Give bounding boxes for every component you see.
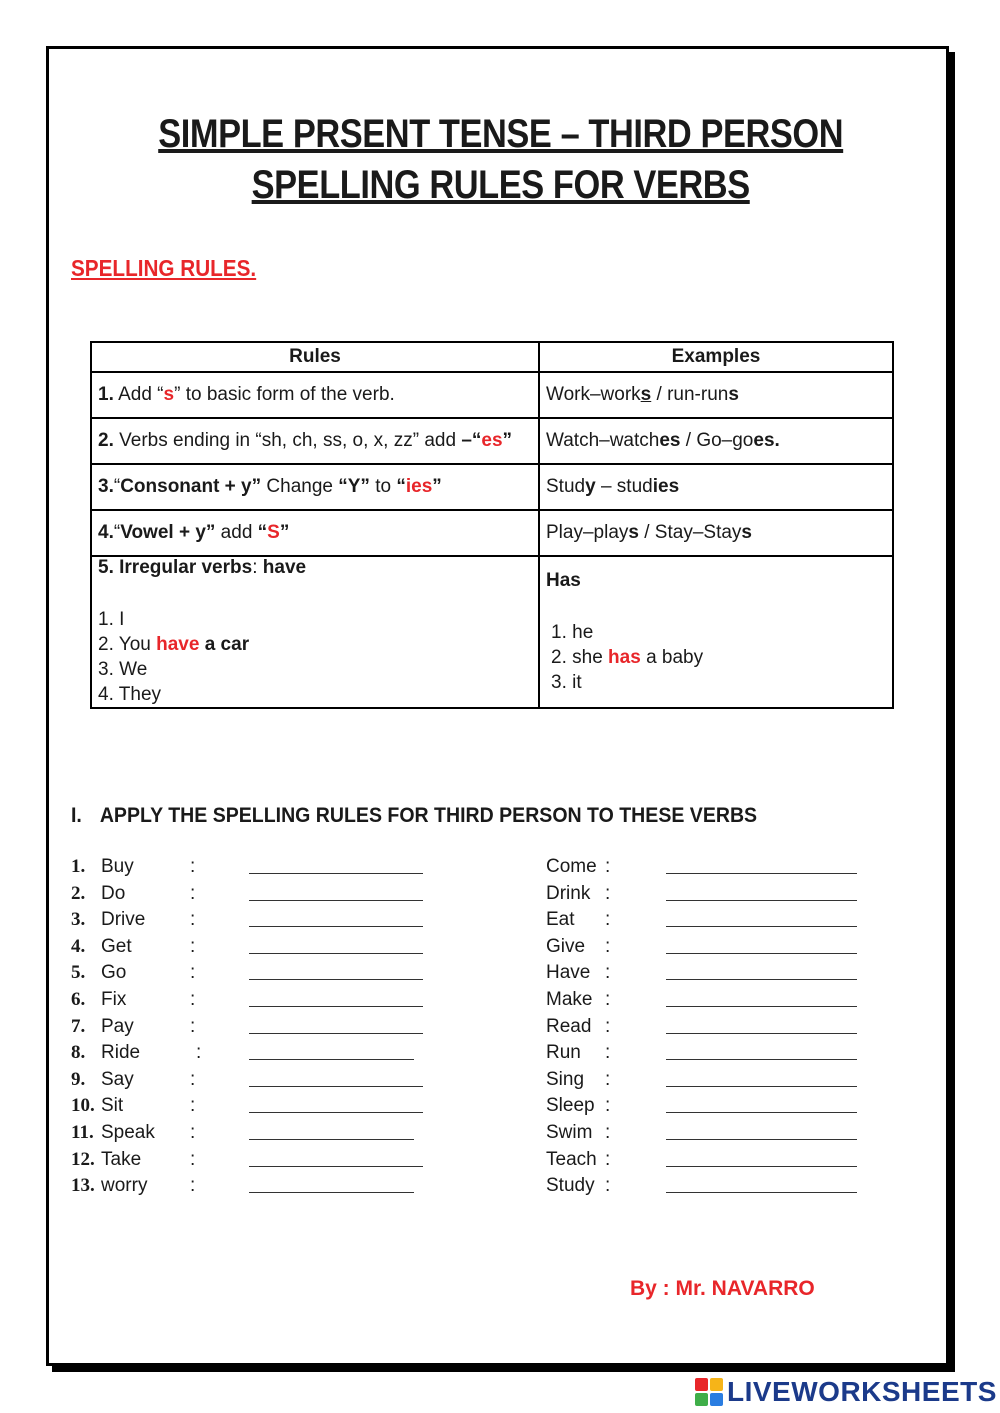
item-number: 13. (71, 1175, 95, 1197)
verb-right: Drink (546, 882, 591, 904)
verb-left: Buy (101, 856, 134, 877)
exercise-row (0, 988, 1000, 1012)
list-text: a baby (640, 646, 704, 668)
example-text: / Stay–Stay (638, 522, 742, 543)
exercise-row (0, 882, 1000, 906)
colon: : (605, 1122, 611, 1143)
example-text: Play–play (546, 522, 629, 543)
answer-blank-right[interactable] (666, 1059, 857, 1060)
verb-right: Sleep (546, 1095, 595, 1117)
rule-highlight: ies (405, 476, 433, 497)
list-item: 3. it (551, 671, 582, 693)
author-byline: By : Mr. NAVARRO (630, 1277, 815, 1300)
answer-blank-left[interactable] (249, 900, 423, 901)
rule-text: “ (113, 522, 121, 543)
verb-right: Eat (546, 909, 575, 931)
irregular-list (98, 607, 532, 707)
example-text: – stud (595, 476, 653, 497)
rule-highlight: es (481, 430, 503, 451)
list-item: 1. I (98, 609, 125, 630)
answer-blank-left[interactable] (249, 1112, 423, 1113)
example-suffix: es. (753, 430, 780, 451)
example-2 (539, 418, 893, 464)
answer-blank-left[interactable] (249, 873, 423, 874)
rule-highlight: S (267, 522, 280, 543)
rule-text: Change (261, 476, 339, 497)
rule-text: Add “ (113, 384, 164, 405)
page-title-line-2: SPELLING RULES FOR VERBS (251, 163, 750, 207)
example-suffix: s (640, 384, 652, 405)
rule-highlight: s (163, 384, 175, 405)
colon: : (190, 1175, 196, 1197)
table-row (91, 418, 893, 464)
item-number: 12. (71, 1148, 95, 1170)
irregular-example-list (546, 620, 886, 695)
colon: : (605, 1015, 611, 1037)
colon: : (196, 1042, 202, 1064)
rule-text: –“ (461, 430, 482, 451)
verb-left: Speak (101, 1122, 155, 1143)
exercise-heading (71, 804, 757, 828)
item-number: 3. (71, 909, 86, 931)
colon: : (190, 882, 196, 904)
header-examples: Examples (539, 342, 893, 372)
colon: : (190, 935, 196, 957)
answer-blank-left[interactable] (249, 1033, 423, 1034)
rule-4 (91, 510, 539, 556)
rule-text: Consonant + y” (120, 476, 262, 497)
answer-blank-left[interactable] (249, 1192, 414, 1193)
table-row (91, 464, 893, 510)
example-suffix: s (628, 522, 639, 543)
verb-right: Study (546, 1175, 595, 1197)
answer-blank-right[interactable] (666, 979, 857, 980)
list-text: a car (199, 634, 250, 655)
rule-5 (91, 556, 539, 708)
watermark-text: LIVEWORKSHEETS (727, 1376, 997, 1407)
example-suffix: es (659, 430, 681, 451)
rule-number: 4. (98, 522, 114, 543)
colon: : (190, 1122, 196, 1143)
answer-blank-right[interactable] (666, 1033, 857, 1034)
table-row (91, 556, 893, 708)
rule-text: ” (502, 430, 513, 451)
exercise-row (0, 908, 1000, 932)
rule-heading: 5. Irregular verbs (98, 557, 253, 578)
exercise-row (0, 1068, 1000, 1092)
example-text: Watch–watch (546, 430, 660, 451)
logo-square (710, 1393, 723, 1406)
answer-blank-left[interactable] (249, 953, 423, 954)
example-5 (539, 556, 893, 708)
verb-right: Read (546, 1015, 592, 1037)
section-heading: SPELLING RULES. (71, 255, 257, 281)
item-number: 11. (71, 1122, 94, 1143)
example-heading: Has (546, 569, 581, 591)
answer-blank-left[interactable] (249, 1006, 423, 1007)
verb-right: Come (546, 856, 597, 877)
exercise-row (0, 935, 1000, 959)
verb-right: Make (546, 989, 593, 1010)
colon: : (605, 1095, 611, 1117)
header-rules: Rules (91, 342, 539, 372)
rule-number: 3. (98, 476, 114, 497)
page-title-line-1: SIMPLE PRSENT TENSE – THIRD PERSON (158, 112, 844, 156)
verb-right: Swim (546, 1122, 593, 1143)
colon: : (605, 882, 611, 904)
colon: : (605, 1175, 611, 1197)
list-item: 3. We (98, 659, 148, 680)
colon: : (190, 909, 196, 931)
example-1 (539, 372, 893, 418)
answer-blank-right[interactable] (666, 1192, 857, 1193)
answer-blank-right[interactable] (666, 1086, 857, 1087)
table-row (91, 372, 893, 418)
answer-blank-right[interactable] (666, 1139, 857, 1140)
colon: : (605, 935, 611, 957)
verb-right: Teach (546, 1148, 597, 1170)
example-suffix: s (741, 522, 752, 543)
table-row (91, 510, 893, 556)
colon: : (605, 989, 611, 1010)
colon: : (605, 856, 611, 877)
rule-3 (91, 464, 539, 510)
verb-left: Sit (101, 1095, 124, 1117)
rule-2 (91, 418, 539, 464)
list-highlight: has (608, 646, 641, 668)
answer-blank-left[interactable] (249, 1086, 423, 1087)
exercise-row (0, 1094, 1000, 1118)
answer-blank-right[interactable] (666, 926, 857, 927)
exercise-title: APPLY THE SPELLING RULES FOR THIRD PERSON TO THESE VERBS (99, 804, 758, 827)
exercise-row (0, 961, 1000, 985)
verb-right: Run (546, 1042, 581, 1064)
exercise-row (0, 1015, 1000, 1039)
rule-text: Verbs ending in “sh, ch, ss, o, x, zz” add (113, 430, 462, 451)
list-item (98, 632, 532, 657)
exercise-row (0, 1148, 1000, 1172)
verb-left: Drive (101, 909, 146, 931)
example-suffix: y (585, 476, 596, 497)
answer-blank-right[interactable] (666, 900, 857, 901)
verb-right: Have (546, 962, 591, 984)
rule-text: ” (432, 476, 442, 497)
example-text: / Go–go (680, 430, 754, 451)
list-item: 4. They (98, 684, 162, 705)
example-text: / run-run (651, 384, 729, 405)
item-number: 10. (71, 1095, 95, 1117)
colon: : (605, 1148, 611, 1170)
answer-blank-right[interactable] (666, 1006, 857, 1007)
exercise-row (0, 1174, 1000, 1198)
logo-square (710, 1378, 723, 1391)
list-item: 1. he (551, 621, 594, 643)
item-number: 2. (71, 882, 86, 904)
rule-text: : (252, 557, 263, 578)
item-number: 4. (71, 935, 86, 957)
rule-text: “ (396, 476, 406, 497)
colon: : (605, 1068, 611, 1090)
colon: : (190, 1068, 196, 1090)
colon: : (605, 909, 611, 931)
list-item (551, 645, 886, 670)
rule-number: 2. (98, 430, 114, 451)
item-number: 1. (71, 856, 86, 877)
rule-number: 1. (98, 384, 114, 405)
answer-blank-right[interactable] (666, 873, 857, 874)
colon: : (190, 989, 196, 1010)
answer-blank-right[interactable] (666, 1112, 857, 1113)
rule-text: have (262, 557, 307, 578)
liveworksheets-logo-icon (695, 1378, 723, 1406)
example-3 (539, 464, 893, 510)
logo-square (695, 1378, 708, 1391)
rule-text: “Y” (338, 476, 370, 497)
verb-left: Do (101, 882, 126, 904)
answer-blank-left[interactable] (249, 1059, 414, 1060)
colon: : (190, 1148, 196, 1170)
example-suffix: ies (652, 476, 680, 497)
verb-right: Give (546, 935, 586, 957)
rule-text: ” to basic form of the verb. (174, 384, 395, 405)
rule-1 (91, 372, 539, 418)
colon: : (605, 1042, 611, 1064)
rule-text: “ (257, 522, 268, 543)
verb-left: Take (101, 1148, 142, 1170)
rule-text: to (369, 476, 397, 497)
item-number: 5. (71, 962, 86, 984)
exercise-row (0, 1041, 1000, 1065)
exercise-row (0, 855, 1000, 879)
answer-blank-left[interactable] (249, 1139, 414, 1140)
liveworksheets-watermark (695, 1376, 997, 1408)
answer-blank-left[interactable] (249, 979, 423, 980)
verb-left: Fix (101, 989, 127, 1010)
verb-left: Get (101, 935, 132, 957)
verb-left: Pay (101, 1015, 134, 1037)
colon: : (190, 1095, 196, 1117)
colon: : (605, 962, 611, 984)
list-text: 2. You (98, 634, 157, 655)
answer-blank-left[interactable] (249, 1166, 423, 1167)
verb-left: Ride (101, 1042, 141, 1064)
item-number: 8. (71, 1042, 86, 1064)
rule-text: ” (279, 522, 290, 543)
exercise-number: I. (71, 804, 82, 827)
list-text: 2. she (551, 646, 609, 668)
rule-text: add (215, 522, 258, 543)
colon: : (190, 962, 196, 984)
rules-table (90, 341, 894, 709)
table-header-row (91, 342, 893, 372)
exercise-row (0, 1121, 1000, 1145)
example-suffix: s (728, 384, 739, 405)
colon: : (190, 856, 196, 877)
answer-blank-right[interactable] (666, 953, 857, 954)
rule-text: Vowel + y” (120, 522, 216, 543)
example-text: Work–work (546, 384, 641, 405)
verb-left: worry (101, 1175, 148, 1197)
item-number: 6. (71, 989, 86, 1010)
verb-left: Go (101, 962, 127, 984)
verb-right: Sing (546, 1068, 585, 1090)
example-text: Stud (546, 476, 586, 497)
item-number: 9. (71, 1068, 86, 1090)
example-4 (539, 510, 893, 556)
list-highlight: have (156, 634, 200, 655)
answer-blank-right[interactable] (666, 1166, 857, 1167)
colon: : (190, 1015, 196, 1037)
answer-blank-left[interactable] (249, 926, 423, 927)
item-number: 7. (71, 1015, 86, 1037)
verb-left: Say (101, 1068, 134, 1090)
logo-square (695, 1393, 708, 1406)
rule-text: “ (113, 476, 121, 497)
